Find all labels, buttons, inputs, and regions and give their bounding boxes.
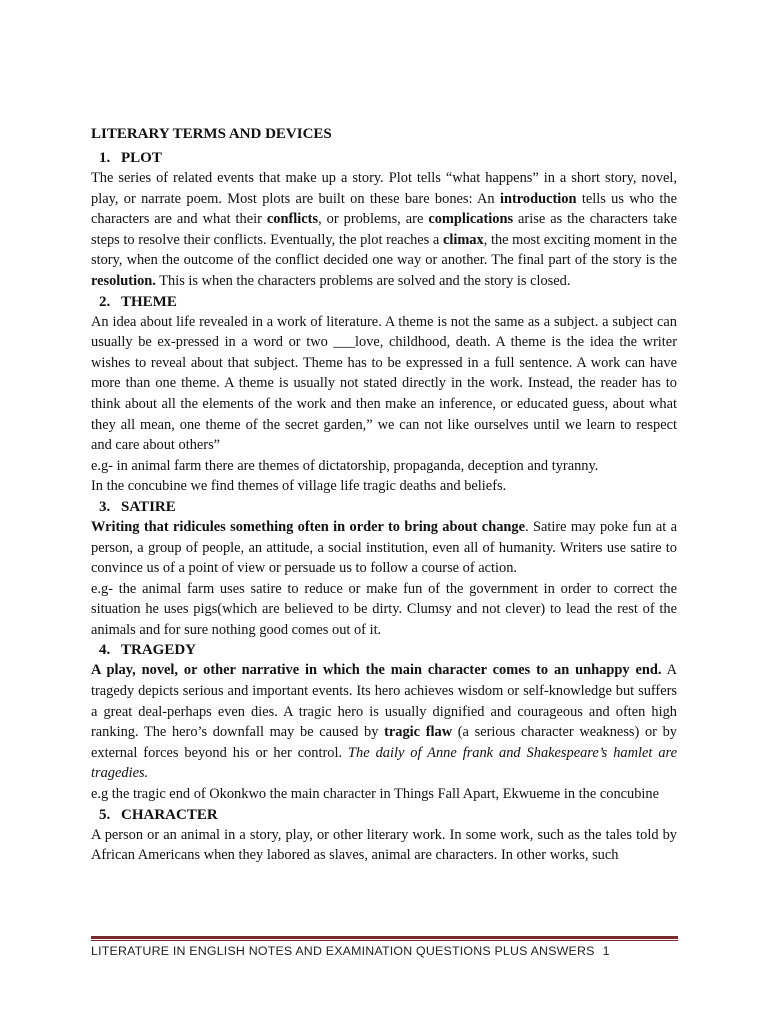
theme-example-animal-farm: e.g- in animal farm there are themes of dictatorship, propaganda, deception and tyranny.	[91, 457, 599, 474]
tragedy-paragraph	[91, 660, 677, 784]
section-heading-tragedy	[91, 640, 677, 660]
term-climax: climax	[442, 231, 484, 248]
tragedy-examples-italic: The daily of Anne frank and Shakespeare’s hamlet are tragedies.	[91, 744, 677, 782]
section-number: 1.	[99, 150, 111, 166]
text-run: , or problems, are	[318, 211, 429, 228]
term-introduction: introduction	[499, 190, 577, 207]
term-resolution: resolution.	[91, 272, 156, 289]
section-title: PLOT	[121, 150, 162, 166]
section-title: THEME	[121, 293, 177, 310]
theme-example-concubine: In the concubine we find themes of village life tragic deaths and beliefs.	[91, 478, 507, 495]
character-paragraph: A person or an animal in a story, play, or other literary work. In some work, such as the tales told by African Americans when they labored as slaves, animal are characters. In other works, such	[91, 826, 677, 864]
term-tragic-flaw: tragic flaw	[384, 724, 453, 741]
text-run: , the most exciting moment in the story, when the outcome of the conflict decided one way or another. The final part of the story is the	[91, 231, 677, 269]
satire-definition: Writing that ridicules something often in order to bring about change	[91, 518, 525, 535]
satire-example: e.g- the animal farm uses satire to reduce or make fun of the government in order to correct the situation he uses pigs(which are believed to be dirty. Clumsy and not clever) to lead the rest of the animals and for sure nothing good comes out of it.	[91, 580, 677, 638]
footer-title: LITERATURE IN ENGLISH NOTES AND EXAMINATION QUESTIONS PLUS ANSWERS	[91, 944, 595, 958]
section-heading-plot	[91, 148, 677, 168]
text-run: . Satire may poke fun at a person, a group of people, an attitude, a social institution, even all of humanity. Writers use satire to convince us of a point of view or persuade us to follow a course of action.	[91, 518, 677, 577]
tragedy-definition: A play, novel, or other narrative in which the main character comes to an unhappy end.	[91, 662, 662, 679]
section-title: CHARACTER	[121, 806, 218, 823]
page-number: 1	[602, 944, 610, 958]
document-title: LITERARY TERMS AND DEVICES	[91, 126, 332, 142]
text-run: (a serious character weakness) or by external forces beyond his or her control.	[91, 724, 677, 761]
plot-paragraph	[91, 168, 677, 292]
section-heading-character	[91, 805, 677, 825]
document-page	[91, 124, 677, 866]
text-run: This is when the characters problems are solved and the story is closed.	[155, 272, 571, 289]
section-number: 2.	[99, 293, 111, 310]
section-number: 4.	[99, 642, 111, 659]
theme-paragraph: An idea about life revealed in a work of literature. A theme is not the same as a subject. a subject can usually be ex-pressed in a word or two ___love, childhood, death. A theme is the idea the writer wishes to reveal about that subject. Theme has to be expressed in a full sentence. A work can have more than one theme. A theme is usually not stated directly in the work. Instead, the reader has to think about all the elements of the work and then make an inference, or educated guess, about what they all mean, one theme of the secret garden,” we can not like ourselves until we learn to respect and care about others”	[91, 313, 677, 454]
text-run: arise as the characters take steps to resolve their conflicts. Eventually, the plot reaches a	[91, 211, 677, 248]
tragedy-example: e.g the tragic end of Okonkwo the main character in Things Fall Apart, Ekwueme in the concubine	[91, 786, 659, 803]
page-footer	[91, 944, 610, 958]
term-complications: complications	[428, 211, 514, 228]
footer-rule-thin	[91, 940, 678, 941]
footer-rule	[91, 936, 678, 941]
term-conflicts: conflicts	[266, 211, 319, 228]
section-heading-satire	[91, 497, 677, 517]
satire-paragraph	[91, 517, 677, 579]
section-heading-theme	[91, 292, 677, 312]
section-title: SATIRE	[121, 498, 176, 515]
text-run: A tragedy depicts serious and important events. Its hero achieves wisdom or self-knowledge but suffers a great deal-perhaps even dies. A tragic hero is usually dignified and courageous and often high ranking. The hero’s downfall may be caused by	[91, 662, 677, 741]
section-title: TRAGEDY	[121, 642, 197, 659]
section-number: 3.	[99, 498, 111, 515]
text-run: The series of related events that make up a story. Plot tells “what happens” in a short story, novel, play, or narrate poem. Most plots are built on these bare bones: An	[91, 170, 677, 207]
section-number: 5.	[99, 806, 111, 823]
text-run: tells us who the characters are and what their	[91, 190, 677, 228]
